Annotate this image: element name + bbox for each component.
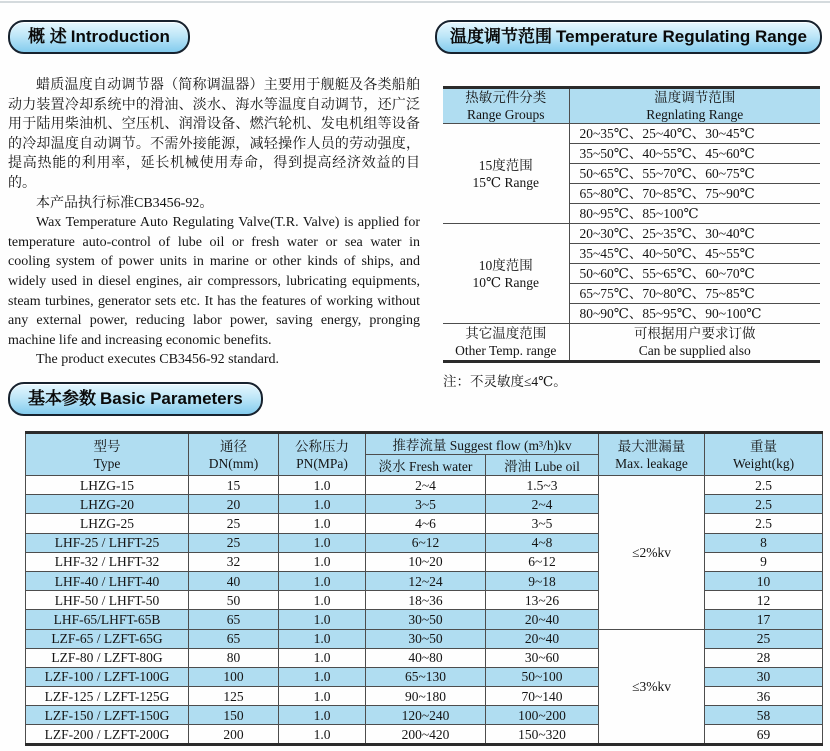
parameters-header-row-1: [26, 433, 823, 455]
weight-cell: 12: [705, 591, 823, 610]
lube-oil-cell: 4~8: [486, 533, 599, 552]
dn-cell: 150: [189, 706, 279, 725]
lube-oil-cell: 20~40: [486, 629, 599, 648]
lube-oil-cell: 13~26: [486, 591, 599, 610]
max-leakage-2pct-cell: ≤2%kv: [599, 476, 705, 630]
temperature-table-header-row: [443, 88, 820, 124]
basic-parameters-heading-zh: 基本参数: [28, 389, 96, 408]
range-value: 50~60℃、55~65℃、60~70℃: [569, 264, 820, 284]
dn-cell: 32: [189, 552, 279, 571]
type-cell: LZF-80 / LZFT-80G: [26, 648, 189, 667]
fresh-water-cell: 10~20: [366, 552, 486, 571]
dn-cell: 25: [189, 514, 279, 533]
fresh-water-cell: 120~240: [366, 706, 486, 725]
lube-oil-cell: 3~5: [486, 514, 599, 533]
range-groups-header-zh: 热敏元件分类: [465, 90, 547, 105]
fresh-water-cell: 40~80: [366, 648, 486, 667]
pn-header-en: PN(MPa): [296, 455, 348, 471]
weight-header-en: Weight(kg): [732, 455, 795, 471]
dn-cell: 65: [189, 610, 279, 629]
intro-paragraph-en: Wax Temperature Auto Regulating Valve(T.R. Valve) is applied for temperature auto-control of lube oil or fresh water or sea water in cooling system of power units in marine or other kinds of ships, and widely used in diesel engines, air compressors, lubricating equipments, steam turbines, generator sets etc. It has the features of working without any external power, reducing labor power, saving energy, pronging machine life and increasing economic benefits.: [8, 215, 420, 348]
weight-cell: 8: [705, 533, 823, 552]
range-groups-header-en: Range Groups: [466, 107, 545, 122]
temperature-range-heading-badge: [435, 20, 822, 54]
range-value: 20~30℃、25~35℃、30~40℃: [569, 224, 820, 244]
pn-header: [279, 433, 366, 476]
pn-cell: 1.0: [279, 667, 366, 686]
max-leakage-header-en: Max. leakage: [615, 455, 688, 471]
dn-cell: 25: [189, 533, 279, 552]
weight-cell: 9: [705, 552, 823, 571]
introduction-heading-zh: 概 述: [28, 27, 67, 46]
lube-oil-cell: 1.5~3: [486, 476, 599, 495]
range-group-15c-zh: 15度范围: [478, 157, 533, 173]
range-value: 20~35℃、25~40℃、30~45℃: [569, 124, 820, 144]
range-value: 65~80℃、70~85℃、75~90℃: [569, 184, 820, 204]
weight-cell: 2.5: [705, 514, 823, 533]
fresh-water-cell: 6~12: [366, 533, 486, 552]
type-cell: LHZG-20: [26, 495, 189, 514]
weight-cell: 2.5: [705, 495, 823, 514]
fresh-water-cell: 3~5: [366, 495, 486, 514]
dn-cell: 20: [189, 495, 279, 514]
pn-cell: 1.0: [279, 552, 366, 571]
regulating-range-header-zh: 温度调节范围: [654, 90, 736, 105]
weight-cell: 2.5: [705, 476, 823, 495]
temperature-range-table: [443, 86, 820, 363]
lube-oil-cell: 2~4: [486, 495, 599, 514]
dn-cell: 200: [189, 725, 279, 744]
basic-parameters-heading-badge: [8, 382, 263, 416]
intro-standard-en: The product executes CB3456-92 standard.: [36, 352, 279, 368]
max-leakage-header-zh: 最大泄漏量: [617, 438, 686, 454]
pn-cell: 1.0: [279, 571, 366, 590]
dn-cell: 65: [189, 629, 279, 648]
range-group-15c-cell: [443, 124, 569, 224]
range-value: 65~75℃、70~80℃、75~85℃: [569, 284, 820, 304]
type-cell: LHF-50 / LHFT-50: [26, 591, 189, 610]
weight-cell: 28: [705, 648, 823, 667]
weight-header-zh: 重量: [750, 438, 778, 454]
pn-cell: 1.0: [279, 591, 366, 610]
basic-parameters-heading-en: Basic Parameters: [100, 389, 243, 408]
dn-cell: 125: [189, 687, 279, 706]
other-temp-range-cell: [443, 324, 569, 362]
introduction-heading-en: Introduction: [70, 27, 170, 46]
basic-parameters-section: [8, 382, 823, 746]
pn-header-zh: 公称压力: [295, 438, 349, 454]
fresh-water-cell: 30~50: [366, 610, 486, 629]
range-groups-header: [443, 88, 569, 124]
type-cell: LHF-32 / LHFT-32: [26, 552, 189, 571]
weight-cell: 10: [705, 571, 823, 590]
regulating-range-header: [569, 88, 820, 124]
dn-cell: 100: [189, 667, 279, 686]
pn-cell: 1.0: [279, 476, 366, 495]
pn-cell: 1.0: [279, 495, 366, 514]
fresh-water-cell: 90~180: [366, 687, 486, 706]
lube-oil-header: 滑油 Lube oil: [486, 455, 599, 476]
table-row: [443, 324, 820, 362]
temperature-range-heading-en: Temperature Regulating Range: [556, 27, 807, 46]
type-header-en: Type: [93, 455, 121, 471]
lube-oil-cell: 9~18: [486, 571, 599, 590]
type-header: [26, 433, 189, 476]
weight-cell: 30: [705, 667, 823, 686]
dn-cell: 15: [189, 476, 279, 495]
type-header-zh: 型号: [93, 438, 121, 454]
fresh-water-cell: 65~130: [366, 667, 486, 686]
pn-cell: 1.0: [279, 514, 366, 533]
other-temp-range-zh: 其它温度范围: [465, 326, 547, 341]
range-value: 35~50℃、40~55℃、45~60℃: [569, 144, 820, 164]
range-value: 80~90℃、85~95℃、90~100℃: [569, 304, 820, 324]
type-cell: LHF-25 / LHFT-25: [26, 533, 189, 552]
range-group-10c-en: 10℃ Range: [472, 274, 539, 290]
weight-cell: 69: [705, 725, 823, 744]
dn-cell: 50: [189, 591, 279, 610]
weight-cell: 58: [705, 706, 823, 725]
range-value: 35~45℃、40~50℃、45~55℃: [569, 244, 820, 264]
fresh-water-header: 淡水 Fresh water: [366, 455, 486, 476]
type-cell: LZF-125 / LZFT-125G: [26, 687, 189, 706]
range-group-15c-en: 15℃ Range: [472, 174, 539, 190]
introduction-heading-badge: [8, 20, 190, 54]
pn-cell: 1.0: [279, 687, 366, 706]
other-temp-value-zh: 可根据用户要求订做: [634, 326, 756, 341]
weight-cell: 25: [705, 629, 823, 648]
pn-cell: 1.0: [279, 629, 366, 648]
dn-header-zh: 通径: [220, 438, 247, 454]
fresh-water-cell: 2~4: [366, 476, 486, 495]
dn-cell: 40: [189, 571, 279, 590]
fresh-water-cell: 4~6: [366, 514, 486, 533]
dn-cell: 80: [189, 648, 279, 667]
pn-cell: 1.0: [279, 706, 366, 725]
temperature-range-heading-zh: 温度调节范围: [450, 27, 553, 46]
range-group-10c-zh: 10度范围: [478, 257, 533, 273]
weight-cell: 36: [705, 687, 823, 706]
lube-oil-cell: 70~140: [486, 687, 599, 706]
table-row: [26, 476, 823, 495]
lube-oil-cell: 150~320: [486, 725, 599, 744]
basic-parameters-table: [25, 431, 823, 746]
intro-standard-zh: 本产品执行标准CB3456-92。: [36, 195, 214, 211]
suggest-flow-header: 推荐流量 Suggest flow (m³/h)kv: [366, 433, 599, 455]
table-row: [26, 629, 823, 648]
intro-paragraph-zh: 蜡质温度自动调节器（简称调温器）主要用于舰艇及各类船舶动力装置冷却系统中的滑油、淡水、海水等温度自动调节，还广泛用于陆用柴油机、空压机、润滑设备、燃汽轮机、发电机组等设备的冷却温度自动调节。不需外接能源，减轻操作人员的劳动强度，提高热能的利用率，延长机械使用寿命，得到提高经济效益的目的。: [8, 78, 420, 191]
type-cell: LZF-100 / LZFT-100G: [26, 667, 189, 686]
regulating-range-header-en: Regnlating Range: [646, 107, 744, 122]
pn-cell: 1.0: [279, 533, 366, 552]
pn-cell: 1.0: [279, 610, 366, 629]
range-value: 50~65℃、55~70℃、60~75℃: [569, 164, 820, 184]
dn-header: [189, 433, 279, 476]
introduction-body: [8, 76, 420, 370]
range-value: 80~95℃、85~100℃: [569, 204, 820, 224]
lube-oil-cell: 6~12: [486, 552, 599, 571]
table-row: [443, 124, 820, 144]
temperature-range-section: [435, 20, 822, 390]
other-temp-range-en: Other Temp. range: [455, 343, 557, 358]
pn-cell: 1.0: [279, 648, 366, 667]
type-cell: LHF-40 / LHFT-40: [26, 571, 189, 590]
weight-header: [705, 433, 823, 476]
lube-oil-cell: 20~40: [486, 610, 599, 629]
insensitivity-note: 注：不灵敏度≤4℃。: [443, 374, 567, 389]
other-temp-range-value: [569, 324, 820, 362]
other-temp-value-en: Can be supplied also: [638, 343, 751, 358]
range-group-10c-cell: [443, 224, 569, 324]
lube-oil-cell: 50~100: [486, 667, 599, 686]
introduction-section: [8, 20, 420, 370]
type-cell: LZF-150 / LZFT-150G: [26, 706, 189, 725]
type-cell: LHZG-25: [26, 514, 189, 533]
fresh-water-cell: 18~36: [366, 591, 486, 610]
type-cell: LHZG-15: [26, 476, 189, 495]
type-cell: LZF-200 / LZFT-200G: [26, 725, 189, 744]
max-leakage-header: [599, 433, 705, 476]
lube-oil-cell: 100~200: [486, 706, 599, 725]
weight-cell: 17: [705, 610, 823, 629]
fresh-water-cell: 12~24: [366, 571, 486, 590]
type-cell: LZF-65 / LZFT-65G: [26, 629, 189, 648]
fresh-water-cell: 200~420: [366, 725, 486, 744]
fresh-water-cell: 30~50: [366, 629, 486, 648]
max-leakage-3pct-cell: ≤3%kv: [599, 629, 705, 744]
type-cell: LHF-65/LHFT-65B: [26, 610, 189, 629]
lube-oil-cell: 30~60: [486, 648, 599, 667]
pn-cell: 1.0: [279, 725, 366, 744]
dn-header-en: DN(mm): [208, 455, 259, 471]
table-row: [443, 224, 820, 244]
